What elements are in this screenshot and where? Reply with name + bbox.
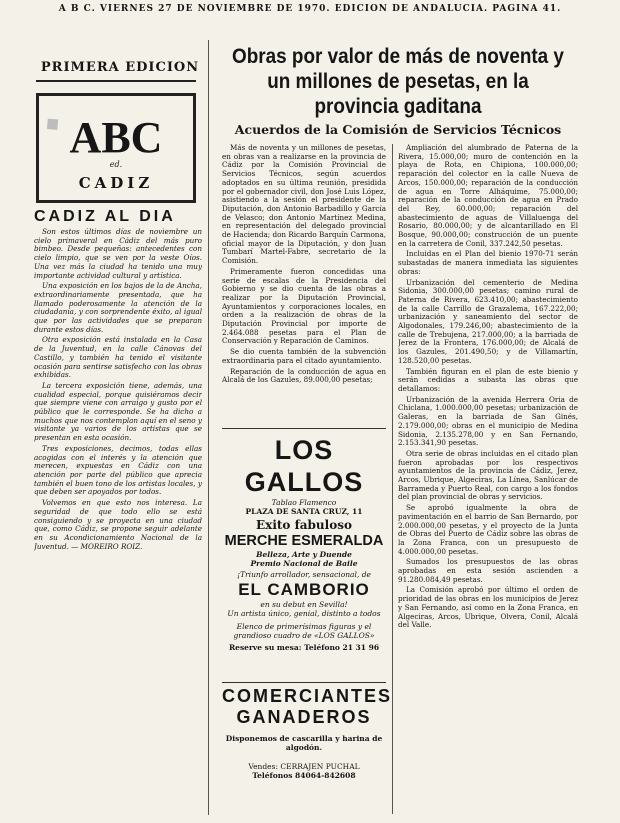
ad-desc: Elenco de primerísimas figuras y el grandioso cuadro de «LOS GALLOS»	[233, 622, 375, 640]
ad-separator	[222, 428, 386, 429]
paragraph: La Comisión aprobó por último el orden de prioridad de las obras en los municipios de Jerez y San Fernando, así como en la Zona Franca, en Algeciras, Arcos, Ubrique, Olvera, Conil, Alcalá del Valle.	[398, 585, 578, 630]
paragraph: Tres exposiciones, decimos, todas ellas acogidas con el interés y la atención que merecen, expuestas en Cádiz con una atención por parte del público que aprecia también el buen tono de los artistas locales, y que deben ser apoyados por todos.	[34, 443, 202, 497]
ad-desc: Un artista único, genial, distinto a todos	[227, 609, 381, 618]
paragraph: Se dio cuenta también de la subvención extraordinaria para el citado ayuntamiento.	[222, 347, 386, 365]
ad-comerciantes	[222, 686, 393, 780]
paragraph: Primeramente fueron concedidas una serie de escalas de la Presidencia del Gobierno y se dio cuenta de las obras a realizar por la Diputación Provincial, Ayuntamientos y corporaciones locales, en orden a la realización de obras de la Diputación Provincial por importe de 2.464.088 pesetas para el Plan de Conservación y Reparación de Caminos.	[222, 266, 386, 346]
ad-star-2: EL CAMBORIO	[238, 580, 370, 599]
abc-logo: ABC	[69, 113, 163, 162]
watermark-mark: ◆	[40, 108, 67, 136]
ad-phone: Teléfonos 84064-842608	[252, 771, 356, 780]
ad-exito: Exito fabuloso	[256, 518, 352, 532]
paragraph: Volvemos en que esto nos interesa. La seguridad de que todo ello se está consiguiendo y se proyecta en una ciudad que, como Cádiz, se propone seguir adelante en su Acondicionamiento Nacional de la Juventud. — MOREIRO ROIZ.	[34, 498, 202, 551]
paragraph: Sumados los presupuestos de las obras aprobadas en esta sesión ascienden a 91.280.084,49 pesetas.	[398, 557, 578, 584]
paragraph: Reparación de la conducción de agua en Alcalá de los Gazules, 89.000,00 pesetas;	[222, 366, 386, 385]
abc-city-label: CADIZ	[78, 174, 154, 192]
paragraph: La tercera exposición tiene, además, una cualidad especial, porque quisiéramos decir que siempre viene con arraigo y gusto por el público que le corresponde. Se ha dicho a muchos que nos contemplan aquí en el seno y visitante ya varios de los artistas que se presentan en esta ocasión.	[34, 380, 202, 443]
ad-title: COMERCIANTES	[222, 686, 393, 706]
ad-desc: ¡Triunfo arrollador, sensacional, de	[237, 570, 371, 579]
paragraph: Incluidas en el Plan del bienio 1970-71 serán subastadas de manera inmediata las siguientes obras:	[398, 249, 578, 276]
paragraph: Se aprobó igualmente la obra de pavimentación en el barrio de San Bernardo, por 2.000.000,00 pesetas, y el proyecto de la Junta de Obras del Puerto de Cádiz sobre las obras de la Zona Franca, con un presupuesto de 4.000.000,00 pesetas.	[398, 503, 578, 556]
ad-star: MERCHE ESMERALDA	[224, 533, 384, 549]
ad-title: GANADEROS	[236, 707, 372, 727]
page-header: A B C. VIERNES 27 DE NOVIEMBRE DE 1970. EDICION DE ANDALUCIA. PAGINA 41.	[58, 4, 562, 14]
middle-column-text	[222, 144, 386, 422]
ad-contact: Vendes: CERRAJEN PUCHAL	[248, 762, 360, 771]
paragraph: Urbanización del cementerio de Medina Sidonia, 300.000,00 pesetas; camino rural de Paterna de Rivera, 623.410,00; abastecimiento de la calle Carrillo de Grazalema, 167.222,00; urbanización y saneamiento del sector de Algodonales, 179.246,00; abastecimiento de la calle de Trebujena, 217.000,00; a la barriada de Jerez de la Frontera, 176.000,00; de Alcalá de los Gazules, 201.490,50; y de Villamartín, 128.520,00 pesetas.	[398, 277, 578, 365]
ad-desc: Premio Nacional de Baile	[250, 559, 358, 568]
paragraph: Otra exposición está instalada en la Casa de la Juventud, en la calle Cánovas del Castillo, y también ha tenido el visitante ocasión para sentirse satisfecho con las obras exhibidas.	[34, 335, 202, 380]
ad-desc: Disponemos de cascarilla y harina de algodón.	[225, 734, 383, 752]
column-divider	[392, 144, 393, 814]
paragraph: Otra serie de obras incluidas en el citado plan fueron aprobadas por los respectivos ayuntamientos de la provincia de Cádiz, Jerez, Arcos, Ubrique, Algeciras, La Línea, Sanlúcar de Barrameda y Puerto Real, con cargo a los fondos del plan provincial de obras y servicios.	[398, 448, 578, 502]
ad-separator	[222, 682, 386, 683]
paragraph: Más de noventa y un millones de pesetas, en obras van a realizarse en la provincia de Cádiz por la Comisión Provincial de Servicios Técnicos, según acuerdos adoptados en su última reunión, presidida por el gobernador civil, don José Luis López, asistiendo a la sesión el presidente de la Diputación, don Antonio Barbadillo y García de Velasco; don Antonio Martínez Medina, en representación del delegado provincial de Hacienda; don Ricardo Barquín Carmona, oficial mayor de la Diputación, y don Juan Tumbarí Martel-Fabre, secretario de la Comisión.	[222, 144, 386, 266]
main-headline: Obras por valor de más de noventa y un millones de pesetas, en la provincia gaditana	[232, 45, 564, 118]
section-title: CADIZ AL DIA	[34, 208, 176, 225]
paragraph: Una exposición en los bajos de la de Ancha, extraordinariamente presentada, que ha llamado poderosamente la atención de la ciudadanía, y con sorprendente éxito, al igual que por las actividades que se preparan durante estos días.	[34, 281, 202, 334]
paragraph: Urbanización de la avenida Herrera Oria de Chiclana, 1.000.000,00 pesetas; urbanización de Galeras, en la barriada de San Ginés, 2.179.000,00; obras en el municipio de Medina Sidonia, 2.135.278,00 y en San Fernando, 2.153.341,90 pesetas.	[398, 394, 578, 448]
left-column-text	[34, 228, 202, 814]
abc-logo-box	[36, 93, 196, 203]
primera-underline	[36, 80, 196, 82]
ad-subtitle: Tablao Flamenco	[271, 498, 337, 507]
right-column-text	[398, 144, 578, 814]
ad-address: PLAZA DE SANTA CRUZ, 11	[245, 507, 363, 516]
sub-headline: Acuerdos de la Comisión de Servicios Técnicos	[234, 122, 562, 137]
column-divider	[208, 40, 209, 815]
ad-reserve: Reserve su mesa: Teléfono 21 31 96	[228, 643, 380, 652]
paragraph: También figuran en el plan de este bienio y serán cedidas a subasta las obras que detallamos:	[398, 366, 578, 393]
ad-title: LOS GALLOS	[244, 435, 364, 497]
ad-desc: Belleza, Arte y Duende	[256, 550, 352, 559]
abc-edition-label: ed.	[109, 160, 123, 169]
paragraph: Ampliación del alumbrado de Paterna de la Rivera, 15.000,00; muro de contención en la playa de Rota, en Chipiona, 100.000,00; reparación del colector en la calle Nueva de Arcos, 150.000,00; reparación de la conducción de agua en Torre Alháquime, 75.000,00; reparación de la conducción de agua en Prado del Rey, 60.000,00; reparación del abastecimiento de aguas de Villaluenga del Rosario, 80.000,00; y de alcantarillado en El Bosque, 90.000,00; construcción de un puente en la carretera de Conil, 337.242,50 pesetas.	[398, 144, 578, 248]
primera-edicion-label: PRIMERA EDICION	[40, 60, 200, 75]
ad-desc: en su debut en Sevilla!	[260, 600, 348, 609]
paragraph: Son estos últimos días de noviembre un cielo primaveral en Cádiz del más puro bimbeo. Desde pequeñas: antecedentes con cielo limpio, que se ven por la veste Oíos. Una vez más la ciudad ha tenido una muy importante actividad cultural y artística.	[34, 228, 202, 280]
ad-los-gallos	[222, 434, 386, 652]
